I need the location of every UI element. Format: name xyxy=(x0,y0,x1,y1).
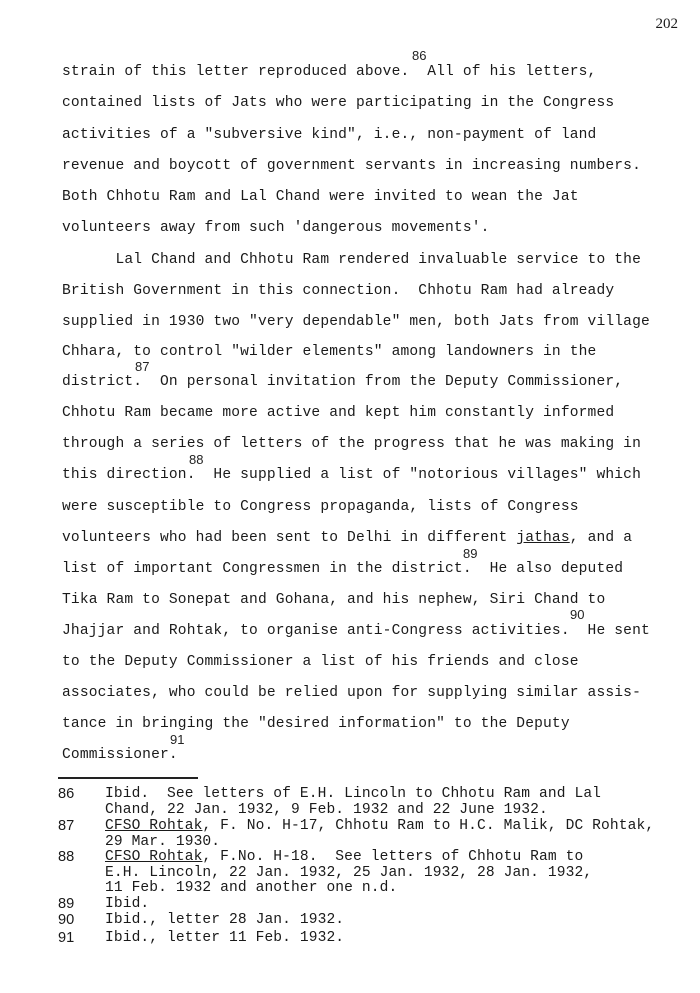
body-line: volunteers who had been sent to Delhi in different jathas, and a xyxy=(62,530,633,546)
footnote-reference: 87 xyxy=(135,359,150,374)
body-line: revenue and boycott of government servants in increasing numbers. xyxy=(62,158,641,174)
body-line: contained lists of Jats who were participating in the Congress xyxy=(62,95,615,111)
footnote-text: CFSO Rohtak, F. No. H-17, Chhotu Ram to H.C. Malik, DC Rohtak, xyxy=(105,818,655,834)
footnote-text: Ibid., letter 28 Jan. 1932. xyxy=(105,912,345,928)
body-line: list of important Congressmen in the district. He also deputed xyxy=(62,561,624,577)
body-line: supplied in 1930 two "very dependable" men, both Jats from village xyxy=(62,314,650,330)
footnote-reference: 89 xyxy=(463,546,478,561)
footnote-text: Ibid., letter 11 Feb. 1932. xyxy=(105,930,345,946)
footnote-text: Ibid. See letters of E.H. Lincoln to Chhotu Ram and Lal xyxy=(105,786,602,802)
body-line: Both Chhotu Ram and Lal Chand were invited to wean the Jat xyxy=(62,189,579,205)
footnote-reference: 90 xyxy=(570,607,585,622)
body-line: to the Deputy Commissioner a list of his friends and close xyxy=(62,654,579,670)
body-line: Lal Chand and Chhotu Ram rendered invaluable service to the xyxy=(62,252,641,268)
footnote-number: 87 xyxy=(58,818,75,834)
footnote-text: E.H. Lincoln, 22 Jan. 1932, 25 Jan. 1932, 28 Jan. 1932, xyxy=(105,864,593,881)
footnote-text: CFSO Rohtak, F.No. H-18. See letters of Chhotu Ram to xyxy=(105,849,584,865)
footnote-reference: 88 xyxy=(189,452,204,467)
body-line: this direction. He supplied a list of "notorious villages" which xyxy=(62,467,641,483)
footnote-number: 89 xyxy=(58,896,75,912)
footnote-number: 88 xyxy=(58,849,75,865)
body-line: associates, who could be relied upon for supplying similar assis- xyxy=(62,685,641,701)
body-line: through a series of letters of the progress that he was making in xyxy=(62,436,641,452)
footnote-number: 91 xyxy=(58,930,75,946)
body-line: activities of a "subversive kind", i.e., non-payment of land xyxy=(62,127,597,143)
body-line: strain of this letter reproduced above. All of his letters, xyxy=(62,64,597,80)
footnote-reference: 91 xyxy=(170,732,185,747)
footnote-text: Chand, 22 Jan. 1932, 9 Feb. 1932 and 22 June 1932. xyxy=(105,801,548,818)
body-line: Tika Ram to Sonepat and Gohana, and his nephew, Siri Chand to xyxy=(62,592,606,608)
underlined-term: jathas xyxy=(516,530,570,546)
footnote-text: 29 Mar. 1930. xyxy=(105,833,221,850)
footnote-divider xyxy=(58,777,198,779)
body-line: Chhotu Ram became more active and kept him constantly informed xyxy=(62,405,615,421)
footnote-reference: 86 xyxy=(412,48,427,63)
body-line: British Government in this connection. Chhotu Ram had already xyxy=(62,283,615,299)
body-line: Chhara, to control "wilder elements" among landowners in the xyxy=(62,344,597,360)
footnote-number: 90 xyxy=(58,912,75,928)
body-line: volunteers away from such 'dangerous movements'. xyxy=(62,220,490,236)
body-line: district. On personal invitation from the Deputy Commissioner, xyxy=(62,374,624,390)
footnote-text: 11 Feb. 1932 and another one n.d. xyxy=(105,880,398,896)
footnote-number: 86 xyxy=(58,786,75,802)
body-line: tance in bringing the "desired information" to the Deputy xyxy=(62,716,570,732)
page-number: 202 xyxy=(655,16,678,32)
footnote-text: Ibid. xyxy=(105,896,150,912)
body-line: were susceptible to Congress propaganda, lists of Congress xyxy=(62,499,579,515)
body-line: Jhajjar and Rohtak, to organise anti-Congress activities. He sent xyxy=(62,623,650,639)
body-line: Commissioner. xyxy=(62,747,178,763)
